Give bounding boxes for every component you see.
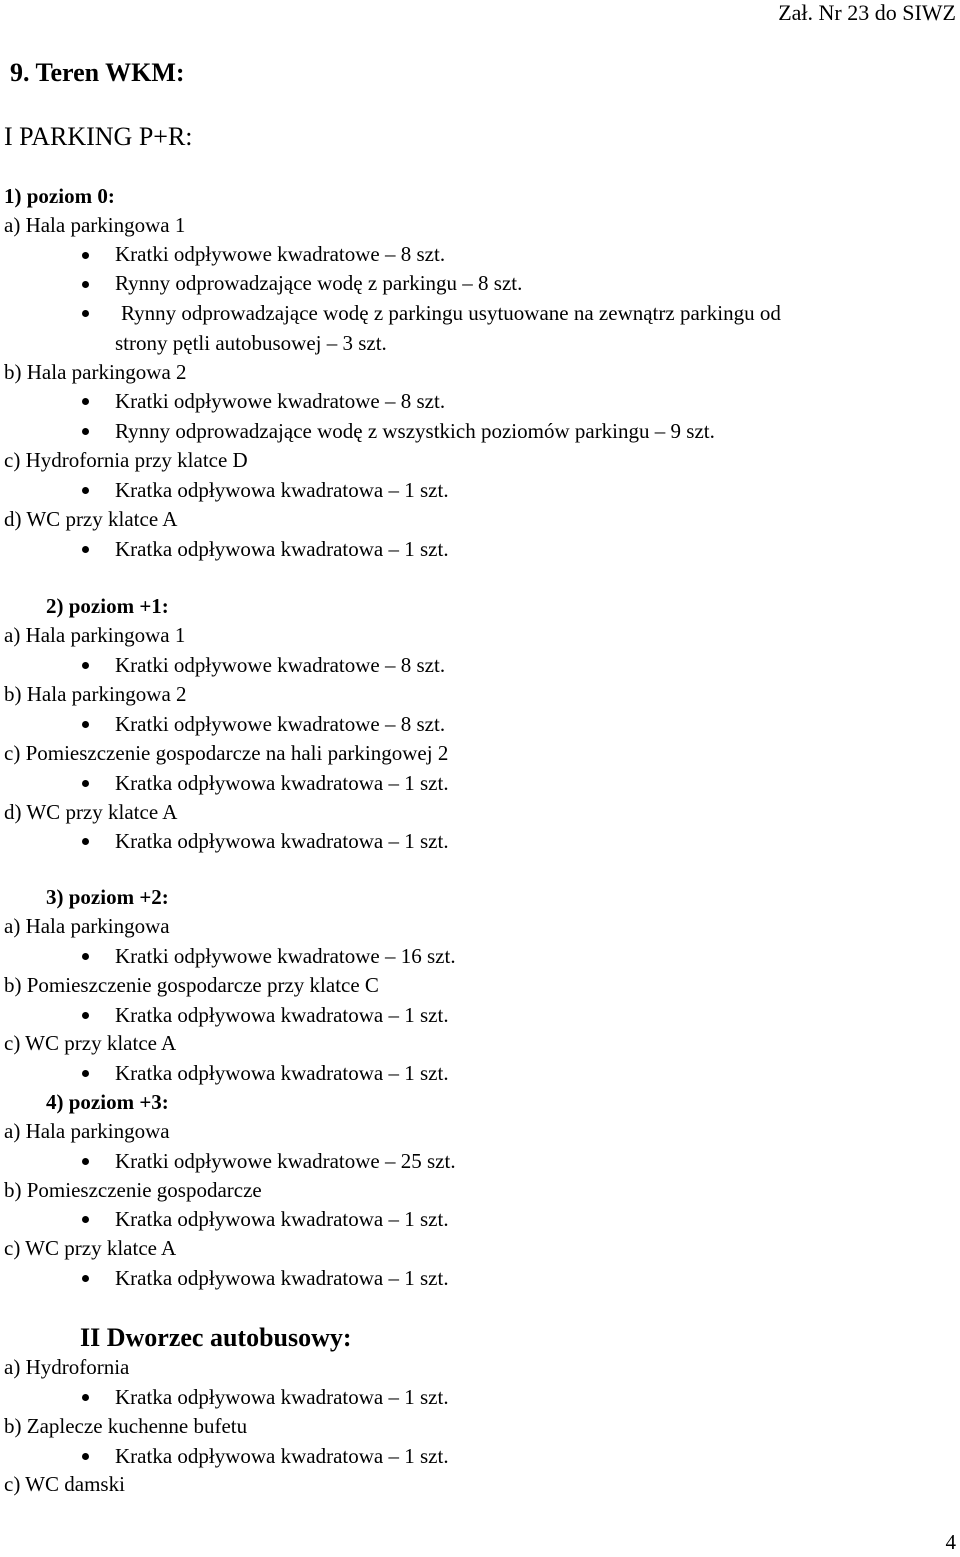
list-item: Kratka odpływowa kwadratowa – 1 szt. [115,537,449,561]
bullet-icon [82,310,89,317]
item-label: a) Hala parkingowa 1 [4,213,186,237]
item-label: d) WC przy klatce A [4,507,178,531]
document-reference: Zał. Nr 23 do SIWZ [778,0,956,25]
list-item: Rynny odprowadzające wodę z parkingu usytuowane na zewnątrz parkingu od [121,301,781,325]
bullet-icon [82,780,89,787]
part-title: I PARKING P+R: [4,122,193,151]
item-label: c) WC damski [4,1472,125,1496]
item-label: b) Zaplecze kuchenne bufetu [4,1414,248,1438]
bullet-icon [82,953,89,960]
bullet-icon [82,662,89,669]
list-item: Rynny odprowadzające wodę z wszystkich poziomów parkingu – 9 szt. [115,419,715,443]
section-title: 9. Teren WKM: [10,58,185,87]
bullet-icon [82,428,89,435]
bullet-icon [82,838,89,845]
level-heading: 3) poziom +2: [46,885,169,909]
bullet-icon [82,1275,89,1282]
bullet-icon [82,487,89,494]
list-item: Kratka odpływowa kwadratowa – 1 szt. [115,478,449,502]
bullet-icon [82,1070,89,1077]
item-label: a) Hala parkingowa 1 [4,623,186,647]
bullet-icon [82,1158,89,1165]
item-label: c) WC przy klatce A [4,1236,177,1260]
item-label: b) Pomieszczenie gospodarcze przy klatce C [4,973,379,997]
bullet-icon [82,1012,89,1019]
list-item: Kratka odpływowa kwadratowa – 1 szt. [115,829,449,853]
bullet-icon [82,252,89,259]
item-label: b) Pomieszczenie gospodarcze [4,1178,262,1202]
list-item: Kratki odpływowe kwadratowe – 25 szt. [115,1149,456,1173]
level-heading: 2) poziom +1: [46,594,169,618]
list-item: Kratki odpływowe kwadratowe – 8 szt. [115,389,446,413]
level-heading: 1) poziom 0: [4,184,115,208]
bullet-icon [82,281,89,288]
list-item: Kratka odpływowa kwadratowa – 1 szt. [115,1385,449,1409]
bullet-icon [82,1394,89,1401]
item-label: d) WC przy klatce A [4,800,178,824]
item-label: b) Hala parkingowa 2 [4,360,187,384]
item-label: a) Hydrofornia [4,1355,130,1379]
list-item: Kratka odpływowa kwadratowa – 1 szt. [115,1266,449,1290]
part-title: II Dworzec autobusowy: [80,1323,352,1352]
bullet-icon [82,546,89,553]
list-item: Rynny odprowadzające wodę z parkingu – 8 szt. [115,271,523,295]
list-item: Kratka odpływowa kwadratowa – 1 szt. [115,771,449,795]
item-label: c) Pomieszczenie gospodarcze na hali parkingowej 2 [4,741,449,765]
list-item: Kratka odpływowa kwadratowa – 1 szt. [115,1003,449,1027]
list-item: Kratka odpływowa kwadratowa – 1 szt. [115,1207,449,1231]
item-label: a) Hala parkingowa [4,1119,170,1143]
list-item: Kratki odpływowe kwadratowe – 16 szt. [115,944,456,968]
list-item: Kratka odpływowa kwadratowa – 1 szt. [115,1444,449,1468]
list-item: Kratki odpływowe kwadratowe – 8 szt. [115,242,446,266]
item-label: a) Hala parkingowa [4,914,170,938]
bullet-icon [82,721,89,728]
bullet-icon [82,1453,89,1460]
item-label: c) WC przy klatce A [4,1031,177,1055]
level-heading: 4) poziom +3: [46,1090,169,1114]
list-item: Kratka odpływowa kwadratowa – 1 szt. [115,1061,449,1085]
item-label: c) Hydrofornia przy klatce D [4,448,248,472]
bullet-icon [82,1216,89,1223]
item-label: b) Hala parkingowa 2 [4,682,187,706]
list-item: Kratki odpływowe kwadratowe – 8 szt. [115,653,446,677]
page-number: 4 [945,1530,956,1554]
list-item: Kratki odpływowe kwadratowe – 8 szt. [115,712,446,736]
list-item-continuation: strony pętli autobusowej – 3 szt. [115,331,387,355]
bullet-icon [82,398,89,405]
